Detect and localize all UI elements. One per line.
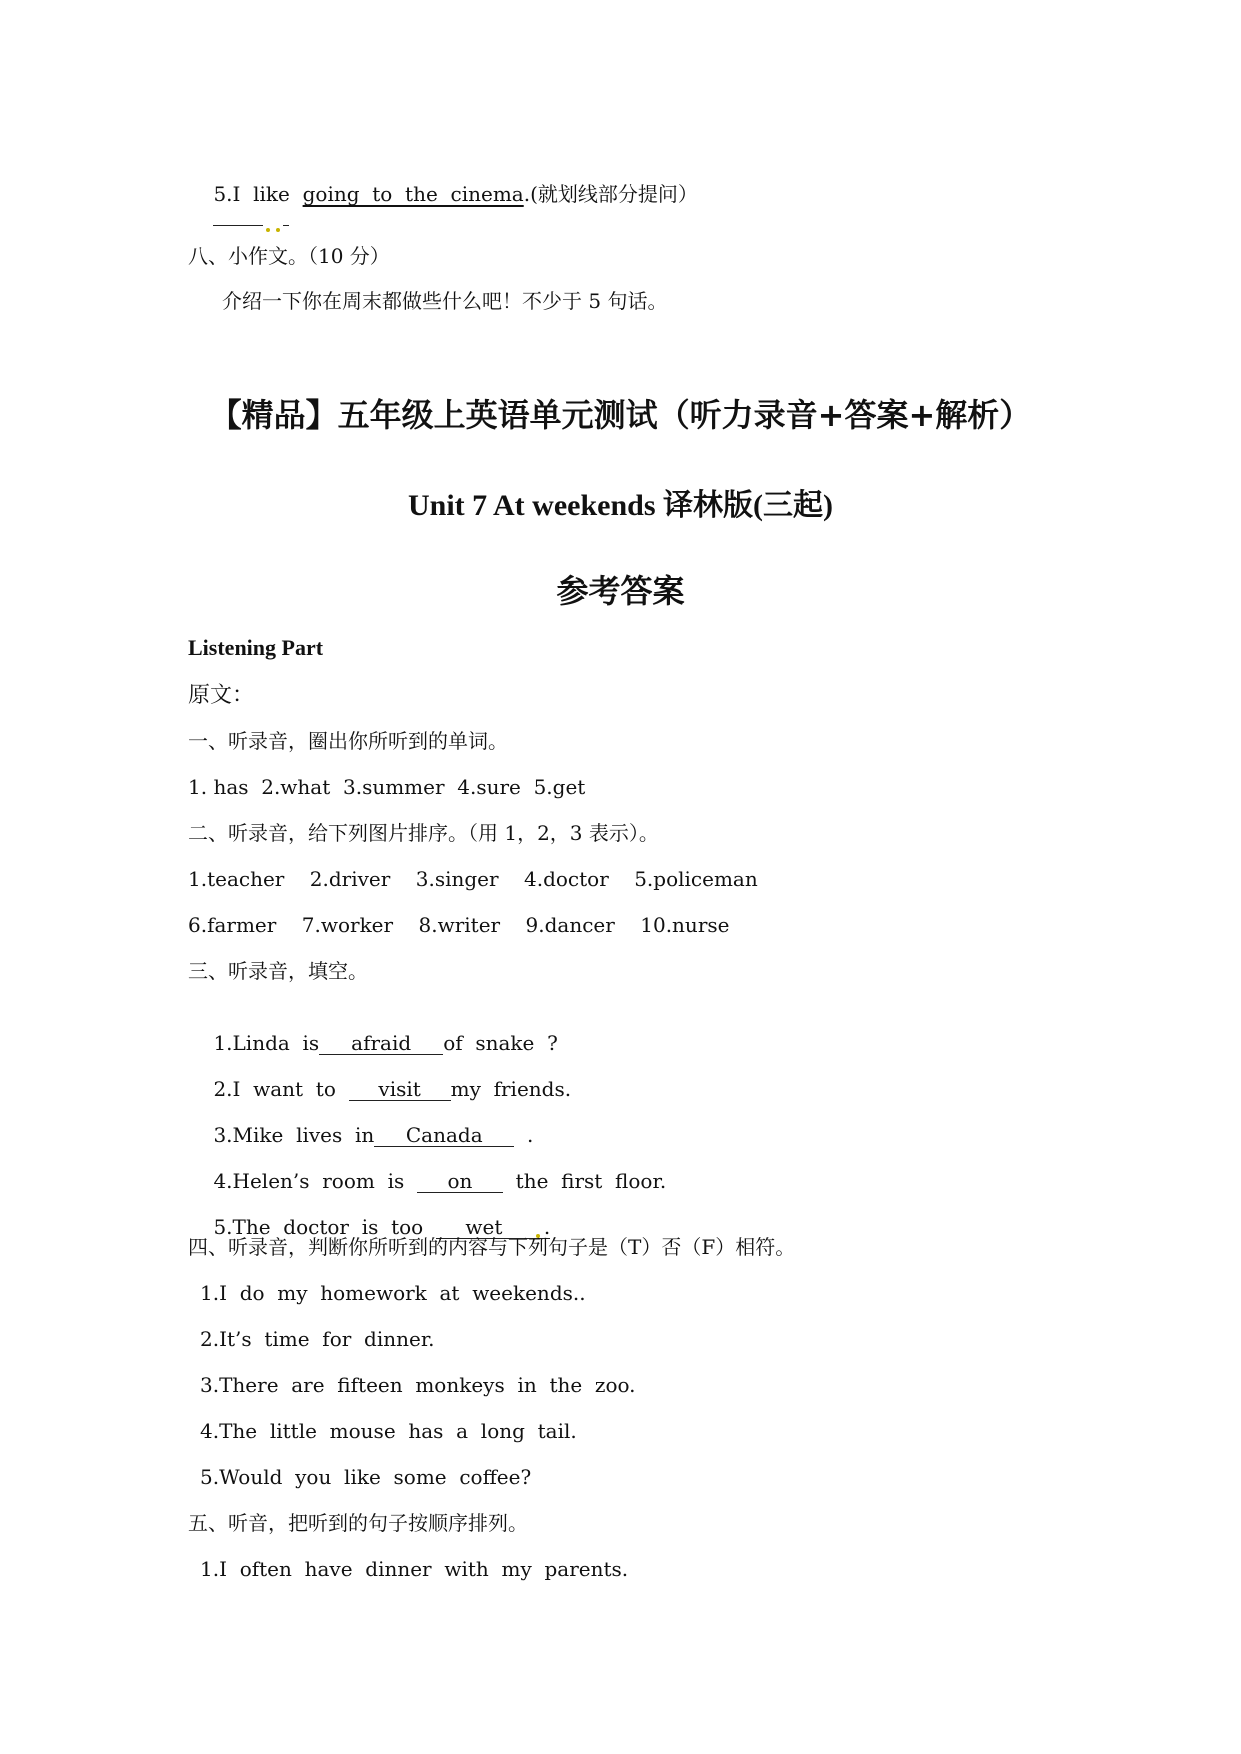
mark-dot	[266, 228, 270, 232]
section8-instruction: 介绍一下你在周末都做些什么吧！不少于 5 句话。	[222, 289, 668, 313]
section5-item: 1.I often have dinner with my parents.	[200, 1557, 629, 1581]
fill-item-end: .	[543, 1215, 551, 1239]
section4-item: 3.There are fifteen monkeys in the zoo.	[200, 1373, 636, 1397]
q5-prefix: 5.I like	[213, 182, 303, 206]
answer-blank	[213, 224, 263, 226]
section1-words: 1. has 2.what 3.summer 4.sure 5.get	[188, 775, 586, 799]
answer-blank-tail	[283, 224, 289, 226]
section4-item: 5.Would you like some coffee?	[200, 1465, 532, 1489]
fill-item-answer: on	[417, 1170, 503, 1193]
original-label: 原文：	[188, 683, 255, 708]
document-subtitle: Unit 7 At weekends 译林版(三起)	[408, 489, 833, 522]
fill-item-suffix: my friends.	[450, 1077, 572, 1101]
section4-item: 4.The little mouse has a long tail.	[200, 1419, 577, 1443]
section3-title: 三、听录音，填空。	[188, 959, 368, 983]
section4-item: 1.I do my homework at weekends..	[200, 1281, 586, 1305]
section4-item: 2.It’s time for dinner.	[200, 1327, 435, 1351]
fill-item-answer: afraid	[319, 1032, 443, 1055]
section2-line2: 6.farmer 7.worker 8.writer 9.dancer 10.nurse	[188, 913, 730, 937]
fill-item-suffix: .	[514, 1123, 534, 1147]
answers-heading: 参考答案	[556, 572, 685, 610]
listening-part-title: Listening Part	[188, 635, 324, 660]
document-title: 【精品】五年级上英语单元测试（听力录音+答案+解析）	[209, 396, 1032, 434]
section1-title: 一、听录音，圈出你所听到的单词。	[188, 729, 508, 753]
q5-suffix: .(就划线部分提问）	[523, 182, 698, 206]
fill-item-prefix: 3.Mike lives in	[213, 1123, 375, 1147]
section4-title: 四、听录音，判断你所听到的内容与下列句子是（T）否（F）相符。	[188, 1235, 796, 1259]
fill-item-prefix: 5.The doctor is too	[213, 1215, 436, 1239]
fill-item-suffix: the first floor.	[502, 1169, 667, 1193]
section2-title: 二、听录音，给下列图片排序。（用 1，2，3 表示）。	[188, 821, 659, 845]
fill-item-prefix: 2.I want to	[213, 1077, 349, 1101]
fill-item-suffix: of snake ?	[443, 1031, 558, 1055]
fill-item-answer: wet	[436, 1216, 532, 1239]
fill-item-answer: visit	[349, 1078, 451, 1101]
mark-dot	[276, 228, 280, 232]
section2-line1: 1.teacher 2.driver 3.singer 4.doctor 5.policeman	[188, 867, 758, 891]
fill-item-prefix: 4.Helen’s room is	[213, 1169, 417, 1193]
section8-title: 八、小作文。（10 分）	[188, 244, 390, 268]
q5-underlined: going to the cinema	[302, 182, 524, 206]
fill-item-prefix: 1.Linda is	[213, 1031, 320, 1055]
section5-title: 五、听音，把听到的句子按顺序排列。	[188, 1511, 528, 1535]
fill-item-answer: Canada	[374, 1124, 514, 1147]
